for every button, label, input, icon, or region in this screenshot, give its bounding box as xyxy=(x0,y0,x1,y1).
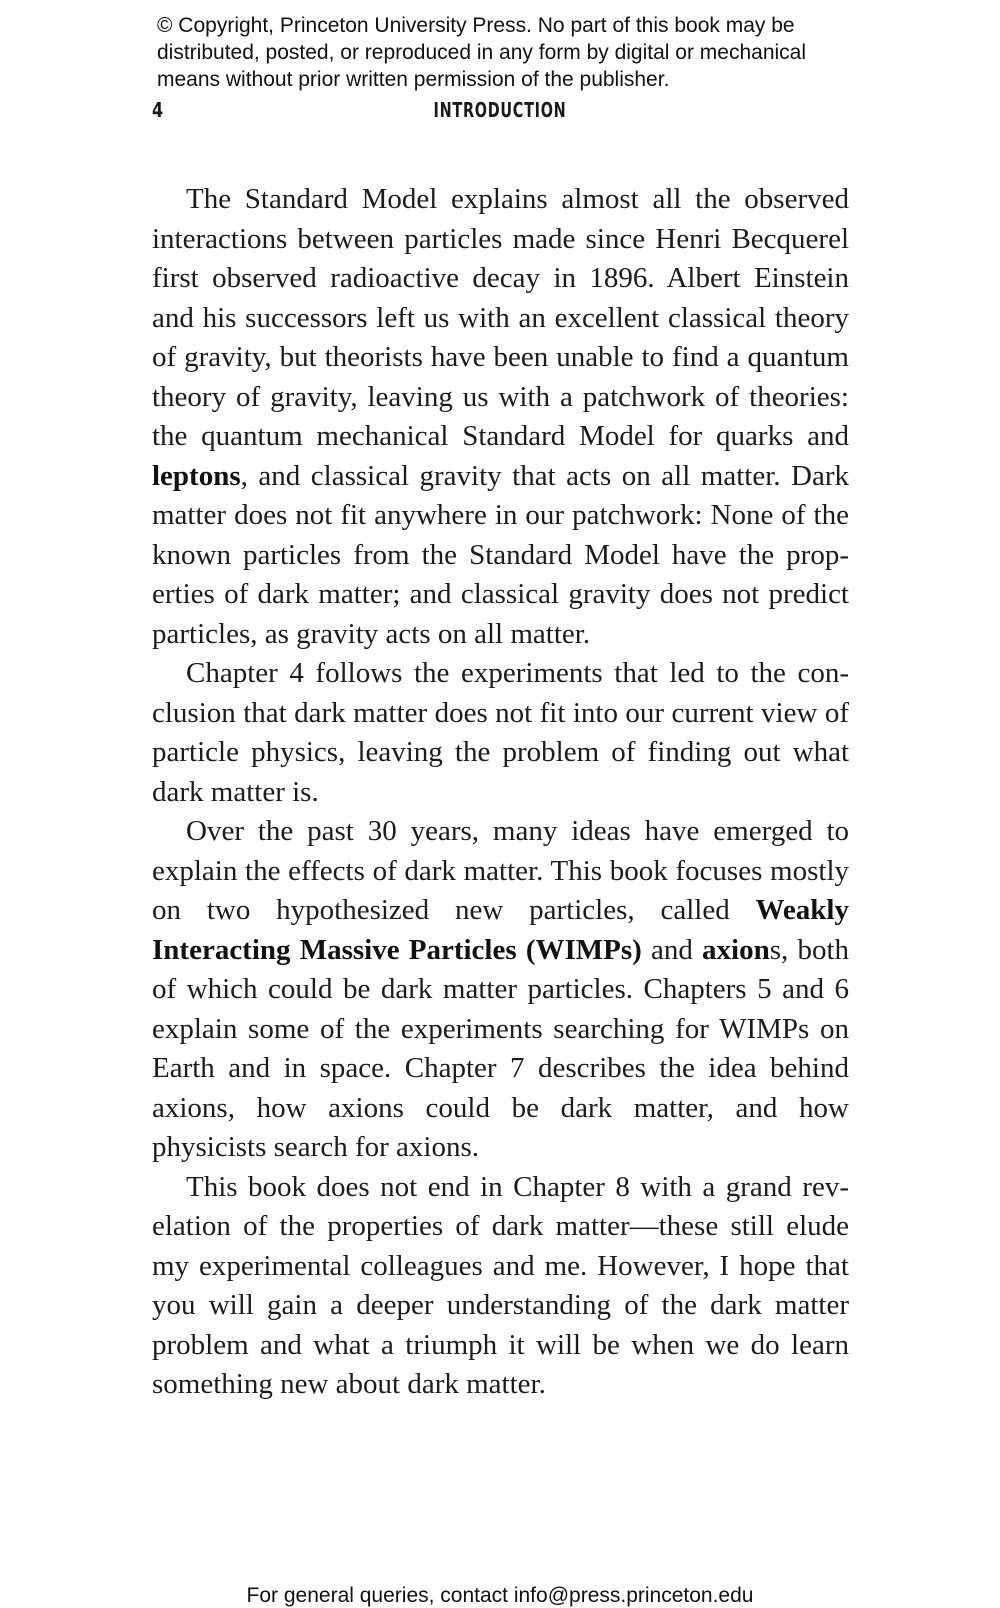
glossary-term-leptons: leptons xyxy=(152,459,241,492)
section-title: INTRODUCTION xyxy=(433,98,567,122)
paragraph-standard-model xyxy=(152,180,849,654)
copyright-line-2: distributed, posted, or reproduced in any form by digital or mechanical xyxy=(157,41,807,64)
paragraph-text: Over the past 30 years, many ideas have emerged to explain the effects of dark matter. This book focuses mostly on two hypothesized new particles, called xyxy=(152,815,849,926)
paragraph-text: and xyxy=(641,933,703,966)
paragraph-text: The Standard Model explains almost all the observed interactions between particles made since Henri Becquerel first observed radioactive decay in 1896. Albert Einstein and his successors left us with an excellent classical theory of gravity, but theorists have been unable to find a quantum theory of gravity, leaving us with a patchwork of theories: the quantum mechanical Standard Model for quarks and xyxy=(152,183,849,452)
copyright-notice xyxy=(157,12,877,93)
paragraph-chapter-4: Chapter 4 follows the experiments that led to the conclusion that dark matter does not fit into our current view of particle physics, leaving the problem of finding out what dark matter is. xyxy=(152,657,849,808)
paragraph-ideas xyxy=(152,812,849,1168)
page-number: 4 xyxy=(152,98,164,122)
paragraph-text: , and classical gravity that acts on all matter. Dark matter does not fit anywhere in our patchwork: None of the known particles from the Standard Model have the properties of dark matter; and classical gravity does not predict particles, as gravity acts on all matter. xyxy=(152,459,849,650)
copyright-line-1: © Copyright, Princeton University Press. No part of this book may be xyxy=(157,14,795,37)
paragraph-text: s, both of which could be dark matter particles. Chapters 5 and 6 explain some of the experiments searching for WIMPs on Earth and in space. Chapter 7 describes the idea behind axions, how axions could be dark matter, and how physicists search for axions. xyxy=(152,933,850,1163)
footer-contact: For general queries, contact info@press.princeton.edu xyxy=(246,1584,754,1607)
copyright-line-3: means without prior written permission of the publisher. xyxy=(157,68,670,91)
body-text xyxy=(152,180,849,1405)
paragraph-chapter-8: This book does not end in Chapter 8 with a grand revelation of the properties of dark matter—these still elude my experimental colleagues and me. However, I hope that you will gain a deeper understanding of the dark matter problem and what a triumph it will be when we do learn something new about dark matter. xyxy=(152,1170,849,1400)
glossary-term-wimps: Weakly Interacting Massive Particles (WIMPs) xyxy=(152,894,849,966)
running-head xyxy=(150,96,850,126)
glossary-term-axion: axion xyxy=(702,933,770,966)
